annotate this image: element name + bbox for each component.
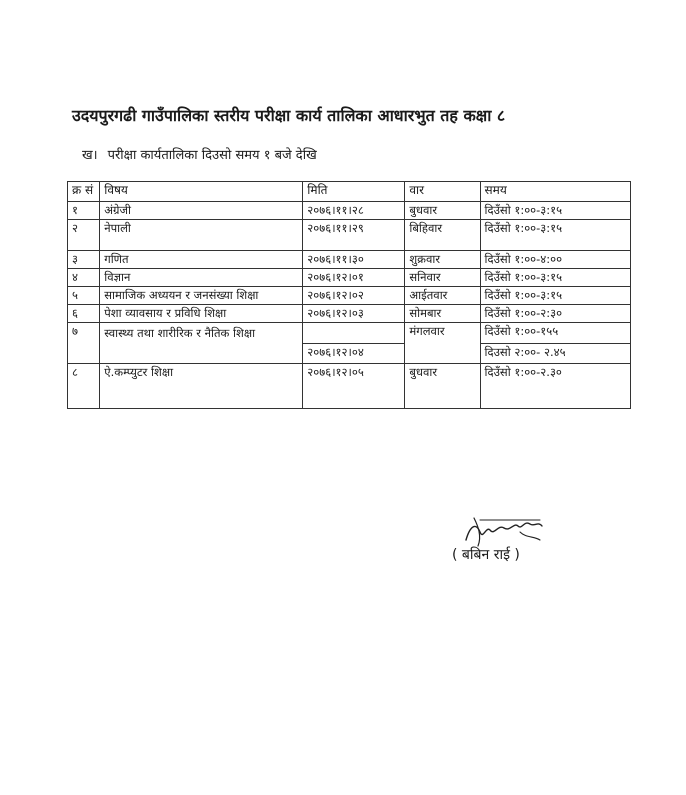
cell-day-empty — [405, 344, 480, 364]
cell-day: बुधवार — [405, 364, 480, 409]
cell-time-second: दिउसो २:००- २.४५ — [480, 344, 630, 364]
column-header-subject: विषय — [100, 182, 303, 202]
cell-subject: सामाजिक अध्ययन र जनसंख्या शिक्षा — [100, 287, 303, 305]
cell-sn: ८ — [68, 364, 100, 409]
schedule-subtitle — [82, 145, 317, 163]
cell-time: दिउँसो १:००-३:१५ — [480, 287, 630, 305]
cell-day: शुक्रवार — [405, 251, 480, 269]
cell-sn: १ — [68, 202, 100, 220]
column-header-time: समय — [480, 182, 630, 202]
cell-date: २०७६।१२।०१ — [303, 269, 405, 287]
cell-sn: ४ — [68, 269, 100, 287]
table-row — [68, 202, 631, 220]
cell-day: मंगलवार — [405, 323, 480, 344]
cell-day: बुधवार — [405, 202, 480, 220]
cell-time: दिउँसो १:००-२.३० — [480, 364, 630, 409]
cell-date: २०७६।१२।०२ — [303, 287, 405, 305]
cell-date-empty — [303, 323, 405, 344]
table-row — [68, 269, 631, 287]
cell-subject: अंग्रेजी — [100, 202, 303, 220]
cell-sn: ३ — [68, 251, 100, 269]
cell-sn: २ — [68, 220, 100, 251]
cell-sn: ६ — [68, 305, 100, 323]
page-title: उदयपुरगढी गाउँपालिका स्तरीय परीक्षा कार्य तालिका आधारभुत तह कक्षा ८ — [72, 106, 506, 125]
cell-subject: ऐ.कम्प्युटर शिक्षा — [100, 364, 303, 409]
table-row — [68, 364, 631, 409]
table-row — [68, 305, 631, 323]
cell-date: २०७६।१२।०३ — [303, 305, 405, 323]
cell-date: २०७६।११।२८ — [303, 202, 405, 220]
cell-sn: ७ — [68, 323, 100, 364]
cell-date: २०७६।११।३० — [303, 251, 405, 269]
table-row — [68, 323, 631, 344]
cell-time: दिउँसो १:००-२:३० — [480, 305, 630, 323]
cell-sn: ५ — [68, 287, 100, 305]
column-header-sn: क्र सं — [68, 182, 100, 202]
subtitle-prefix: ख। — [82, 148, 98, 163]
table-row — [68, 220, 631, 251]
column-header-date: मिति — [303, 182, 405, 202]
cell-day: सनिवार — [405, 269, 480, 287]
table-row — [68, 251, 631, 269]
column-header-day: वार — [405, 182, 480, 202]
cell-subject: विज्ञान — [100, 269, 303, 287]
cell-subject: स्वास्थ्य तथा शारीरिक र नैतिक शिक्षा — [100, 323, 303, 364]
table-row — [68, 287, 631, 305]
signer-name: ( बबिन राई ) — [452, 547, 520, 563]
cell-subject: गणित — [100, 251, 303, 269]
cell-time: दिउँसो १:००-४:०० — [480, 251, 630, 269]
table-header-row — [68, 182, 631, 202]
cell-subject: नेपाली — [100, 220, 303, 251]
cell-time: दिउँसो १:००-३:१५ — [480, 202, 630, 220]
exam-schedule-table — [67, 181, 631, 409]
cell-date: २०७६।१२।०४ — [303, 344, 405, 364]
cell-date: २०७६।१२।०५ — [303, 364, 405, 409]
cell-day: बिहिवार — [405, 220, 480, 251]
cell-day: सोमबार — [405, 305, 480, 323]
cell-date: २०७६।११।२९ — [303, 220, 405, 251]
cell-time: दिउँसो १:००-३:१५ — [480, 269, 630, 287]
handwritten-signature — [460, 512, 550, 548]
cell-time: दिउँसो १:००-३:१५ — [480, 220, 630, 251]
cell-time: दिउँसो १:००-१५५ — [480, 323, 630, 344]
cell-subject: पेशा व्यावसाय र प्रविधि शिक्षा — [100, 305, 303, 323]
subtitle-text: परीक्षा कार्यतालिका दिउसो समय १ बजे देखि — [107, 148, 317, 163]
cell-day: आईतवार — [405, 287, 480, 305]
